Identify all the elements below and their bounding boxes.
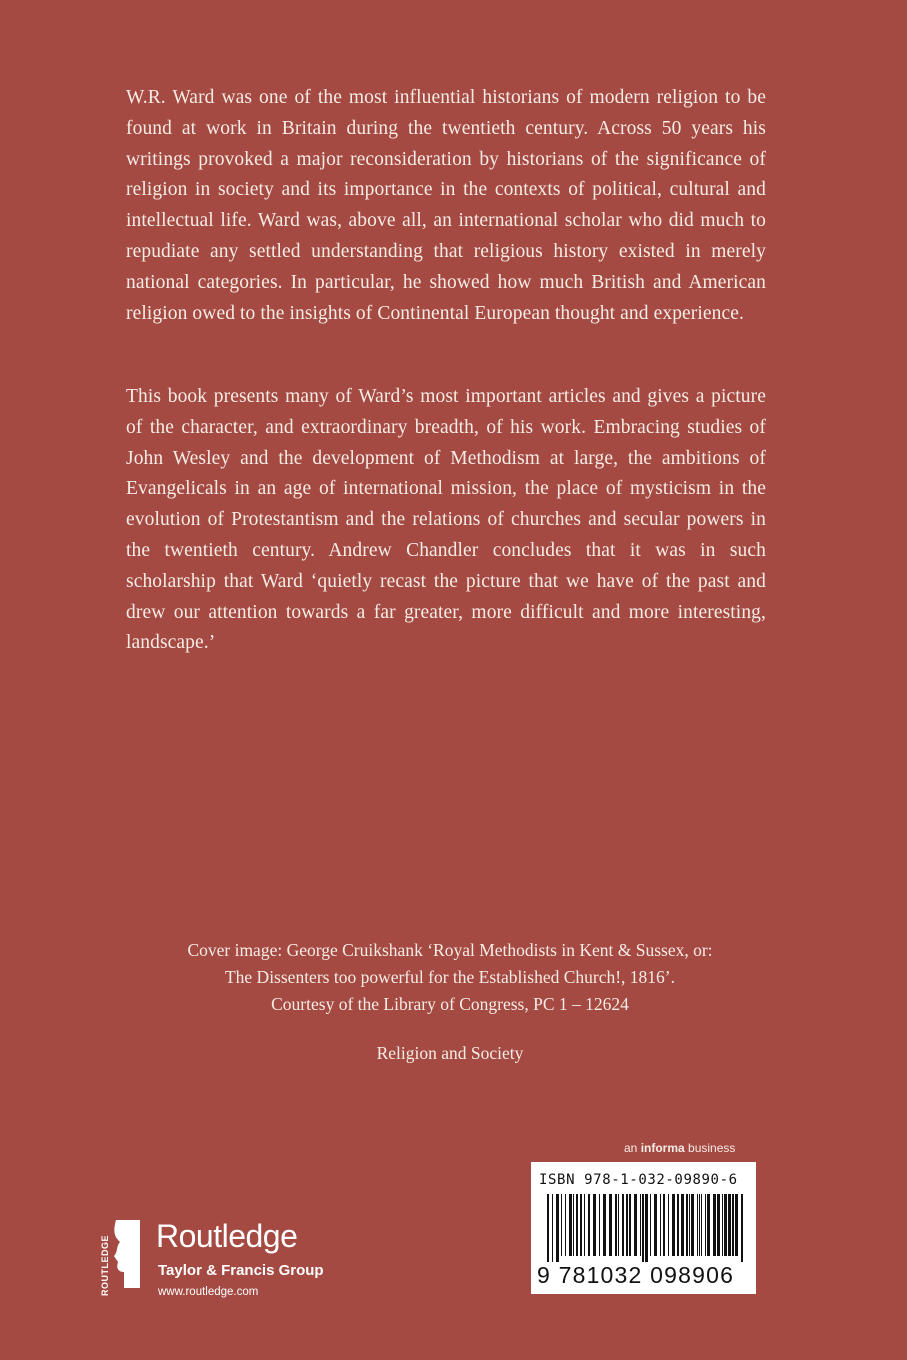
barcode-bar xyxy=(681,1194,684,1256)
barcode-bar xyxy=(686,1194,688,1256)
barcode-bar xyxy=(717,1194,720,1256)
barcode-bar xyxy=(663,1194,665,1256)
publisher-url: www.routledge.com xyxy=(158,1286,259,1298)
barcode-bar xyxy=(741,1194,743,1262)
routledge-vertical-wordmark: ROUTLEDGE xyxy=(100,1234,110,1296)
barcode-bar xyxy=(565,1194,566,1256)
barcode-bar xyxy=(561,1194,562,1256)
barcode-bar xyxy=(603,1194,606,1256)
blurb-paragraph-1: W.R. Ward was one of the most influential historians of modern religion to be found at work in Britain during the twentieth century. Across 50 years his writings provoked a major reconsideration by historians of the significance of religion in society and its importance in the contexts of political, cultural and intellectual life. Ward was, above all, an international scholar who did much to repudiate any settled understanding that religious history existed in merely national categories. In particular, he showed how much British and American religion owed to the insights of Continental European thought and experience. xyxy=(126,87,766,324)
publisher-group: Taylor & Francis Group xyxy=(158,1262,324,1279)
barcode-bar xyxy=(732,1194,734,1256)
barcode-bar xyxy=(615,1194,617,1256)
barcode-bar xyxy=(650,1194,651,1256)
barcode-bar xyxy=(724,1194,727,1256)
ean-number: 9 781032 098906 xyxy=(537,1262,735,1288)
barcode-bar xyxy=(552,1194,553,1262)
barcode-bar xyxy=(622,1194,624,1256)
routledge-logo-icon xyxy=(94,1218,144,1298)
barcode-bar xyxy=(713,1194,716,1256)
barcode-bar xyxy=(634,1194,637,1256)
publisher-name: Routledge xyxy=(156,1218,298,1254)
barcode-bar xyxy=(640,1194,641,1256)
isbn-label: ISBN 978-1-032-09890-6 xyxy=(539,1172,738,1188)
barcode-bar xyxy=(573,1194,574,1256)
informa-prefix: an xyxy=(624,1141,641,1155)
barcode-bar xyxy=(701,1194,702,1256)
series-title: Religion and Society xyxy=(376,1043,524,1063)
barcode-bar xyxy=(576,1194,578,1256)
barcode-bar xyxy=(626,1194,628,1256)
barcode-bar xyxy=(728,1194,731,1256)
barcode-bar xyxy=(645,1194,648,1262)
informa-suffix: business xyxy=(684,1141,736,1155)
barcode-bar xyxy=(689,1194,690,1256)
barcode-bar xyxy=(556,1194,559,1262)
isbn-barcode xyxy=(531,1162,756,1294)
barcode-bar xyxy=(699,1194,700,1256)
barcode-bar xyxy=(672,1194,675,1256)
barcode-bar xyxy=(593,1194,596,1256)
barcode-bar xyxy=(618,1194,619,1256)
barcode-bar xyxy=(677,1194,679,1256)
barcode-bar xyxy=(722,1194,723,1256)
barcode-bar xyxy=(609,1194,612,1256)
informa-business-tagline xyxy=(624,1141,735,1155)
credit-line-2: The Dissenters too powerful for the Established Church!, 1816’. xyxy=(224,967,676,987)
credit-line-1: Cover image: George Cruikshank ‘Royal Methodists in Kent & Sussex, or: xyxy=(187,940,713,960)
barcode-bar xyxy=(707,1194,710,1256)
barcode-bar xyxy=(735,1194,738,1256)
barcode-bar xyxy=(547,1194,549,1262)
cover-image-credit xyxy=(100,937,800,1018)
barcode-bar xyxy=(691,1194,694,1256)
barcode-bar xyxy=(668,1194,669,1256)
credit-line-3: Courtesy of the Library of Congress, PC 1 – 12624 xyxy=(271,994,629,1014)
barcode-bar xyxy=(642,1194,644,1262)
barcode-bars xyxy=(547,1194,747,1262)
barcode-bar xyxy=(629,1194,631,1256)
barcode-bar xyxy=(654,1194,657,1256)
barcode-bar xyxy=(660,1194,661,1256)
barcode-bar xyxy=(584,1194,585,1256)
barcode-bar xyxy=(599,1194,600,1256)
barcode-bar xyxy=(588,1194,590,1256)
barcode-bar xyxy=(580,1194,582,1256)
barcode-bar xyxy=(705,1194,706,1256)
barcode-bar xyxy=(569,1194,572,1256)
barcode-bar xyxy=(697,1194,698,1256)
blurb-paragraph-2: This book presents many of Ward’s most important articles and gives a picture of the character, and extraordinary breadth, of his work. Embracing studies of John Wesley and the development of Methodism at large, the ambitions of Evangelicals in an age of international mission, the place of mysticism in the evolution of Protestantism and the relations of churches and secular powers in the twentieth century. Andrew Chandler concludes that it was in such scholarship that Ward ‘quietly recast the picture that we have of the past and drew our attention towards a far greater, more difficult and more interesting, landscape.’ xyxy=(126,386,766,654)
informa-brand: informa xyxy=(640,1141,685,1155)
